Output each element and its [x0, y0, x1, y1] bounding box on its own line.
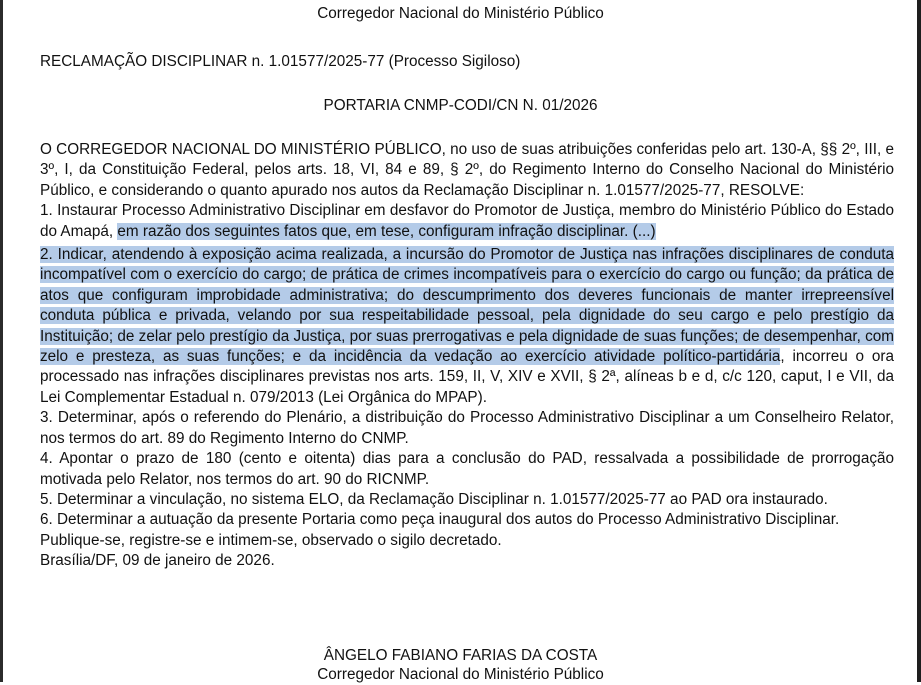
item-6: 6. Determinar a autuação da presente Portaria como peça inaugural dos autos do Processo Administrativo Disciplinar. — [40, 511, 840, 529]
item-1-highlighted-text: em razão dos seguintes fatos que, em tese, configuram infração disciplinar. (...) — [117, 222, 656, 240]
signature-name: ÂNGELO FABIANO FARIAS DA COSTA — [323, 647, 598, 664]
header-title: Corregedor Nacional do Ministério Público — [317, 5, 604, 22]
signature-role: Corregedor Nacional do Ministério Público — [317, 666, 604, 683]
item-2 — [40, 245, 894, 408]
case-line: RECLAMAÇÃO DISCIPLINAR n. 1.01577/2025-77 (Processo Sigiloso) — [40, 53, 521, 70]
item-1-text: 1. Instaurar Processo Administrativo Disciplinar em desfavor do Promotor de Justiça, membro do Ministério Público do Estado do Amapá, — [40, 202, 894, 240]
item-5: 5. Determinar a vinculação, no sistema ELO, da Reclamação Disciplinar n. 1.01577/2025-77 ao PAD ora instaurado. — [40, 490, 828, 508]
item-4: 4. Apontar o prazo de 180 (cento e oitenta) dias para a conclusão do PAD, ressalvada a possibilidade de prorrogação motivada pelo Relator, nos termos do art. 90 do RICNMP. — [40, 450, 894, 488]
portaria-title: PORTARIA CNMP-CODI/CN N. 01/2026 — [323, 97, 598, 114]
item-2-highlighted-text: 2. Indicar, atendendo à exposição acima realizada, a incursão do Promotor de Justiça nas infrações disciplinares de conduta incompatível com o exercício do cargo; de prática de crimes incompatíveis para o exercício do cargo ou função; da prática de atos que configuram improbidade administrativa; do descumprimento dos deveres funcionais de manter irrepreensível conduta pública e privada, velando por sua respeitabilidade pessoal, pela dignidade do seu cargo e pelo prestígio da Instituição; de zelar pelo prestígio da Justiça, por suas prerrogativas e pela dignidade de suas funções; de desempenhar, com zelo e presteza, as suas funções; e da incidência da vedação ao exercício atividade político-partidária — [40, 246, 894, 366]
document-body — [40, 140, 894, 572]
item-3: 3. Determinar, após o referendo do Plenário, a distribuição do Processo Administrativo Disciplinar a um Conselheiro Relator, nos termos do art. 89 do Regimento Interno do CNMP. — [40, 409, 894, 447]
item-2-text: , incorreu o ora processado nas infrações disciplinares previstas nos arts. 159, II, V, XIV e XVII, § 2ª, alíneas b e d, c/c 120, caput, I e VII, da Lei Complementar Estadual n. 079/2013 (Lei Orgânica do MPAP). — [40, 348, 894, 406]
closing-line: Publique-se, registre-se e intimem-se, observado o sigilo decretado. — [40, 531, 502, 549]
item-1 — [40, 201, 894, 242]
date-line: Brasília/DF, 09 de janeiro de 2026. — [40, 552, 275, 570]
preamble: O CORREGEDOR NACIONAL DO MINISTÉRIO PÚBLICO, no uso de suas atribuições conferidas pelo art. 130-A, §§ 2º, III, e 3º, I, da Constituição Federal, pelos arts. 18, VI, 84 e 89, § 2º, do Regimento Interno do Conselho Nacional do Ministério Público, e considerando o quanto apurado nos autos da Reclamação Disciplinar n. 1.01577/2025-77, RESOLVE: — [40, 141, 894, 199]
